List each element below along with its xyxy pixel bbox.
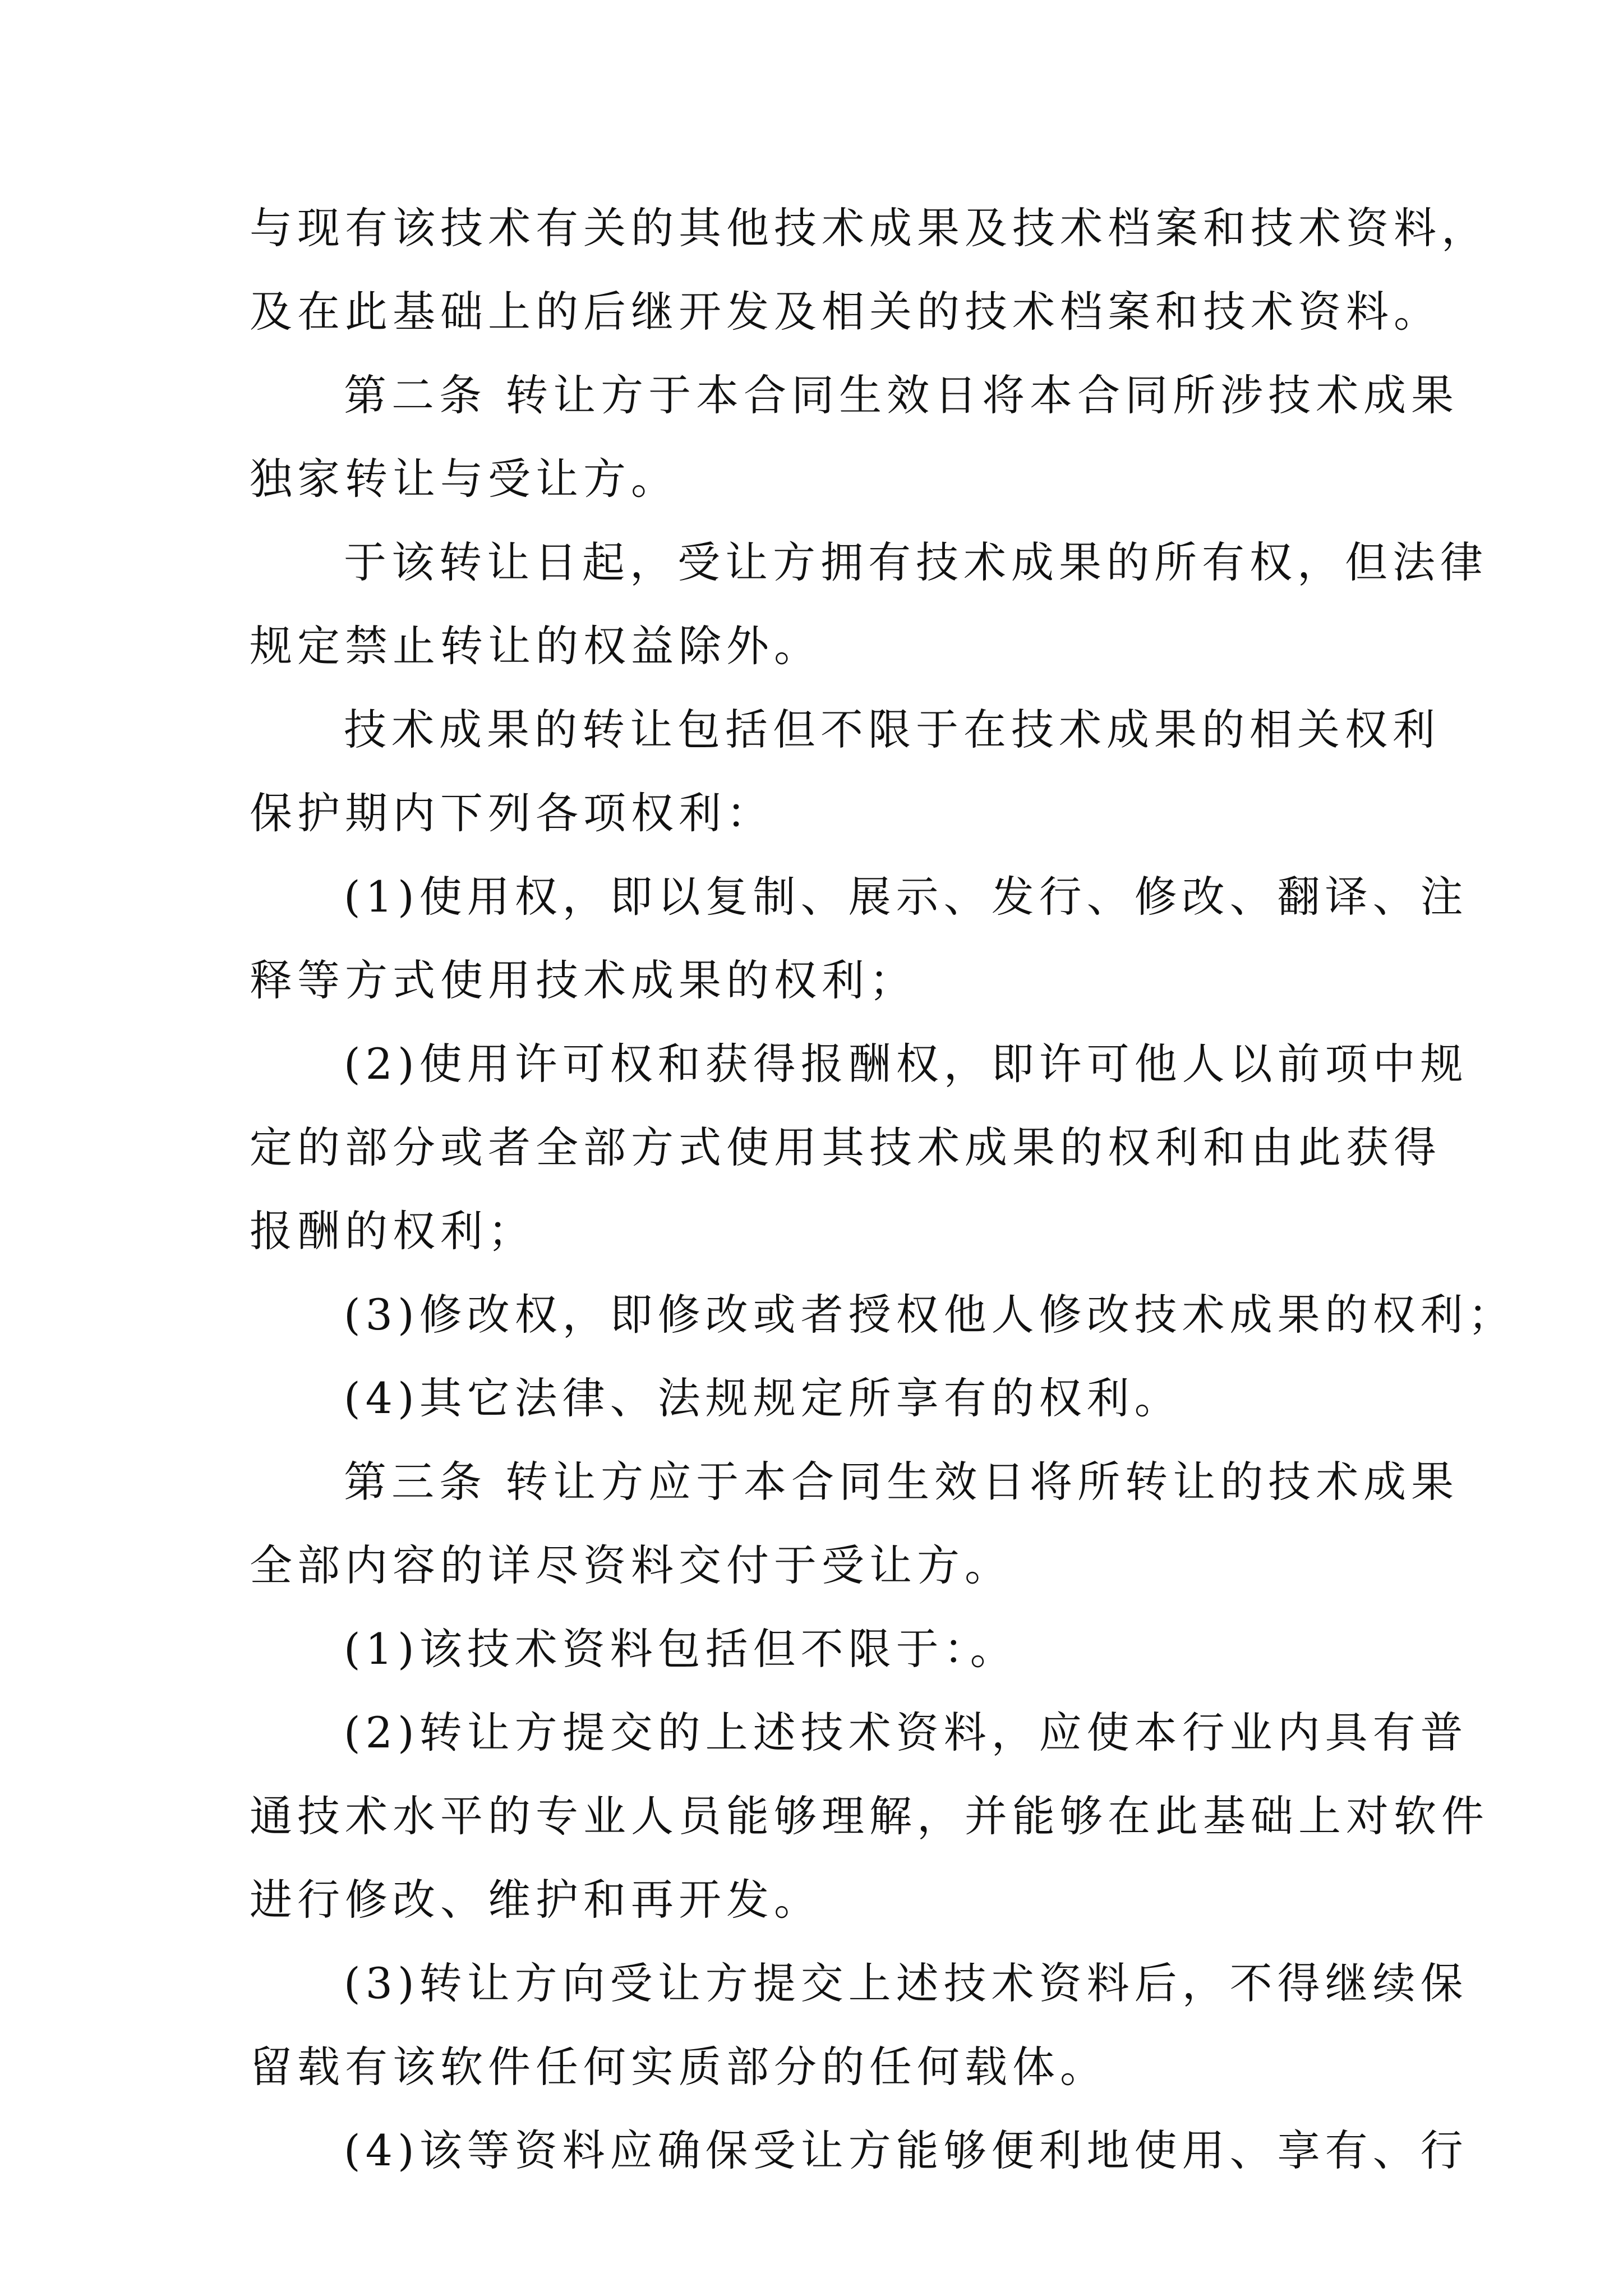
text-line: 留载有该软件任何实质部分的任何载体。 bbox=[250, 2042, 1108, 2092]
text-line: 通技术水平的专业人员能够理解，并能够在此基础上对软件 bbox=[250, 1791, 1489, 1841]
text-line: 进行修改、维护和再开发。 bbox=[250, 1875, 822, 1925]
text-line: 独家转让与受让方。 bbox=[250, 454, 679, 504]
text-line: (1)该技术资料包括但不限于：。 bbox=[344, 1624, 1018, 1674]
text-line: 技术成果的转让包括但不限于在技术成果的相关权利 bbox=[344, 705, 1440, 754]
text-line: (4)该等资料应确保受让方能够便利地使用、享有、行 bbox=[344, 2125, 1468, 2175]
text-line: 与现有该技术有关的其他技术成果及技术档案和技术资料， bbox=[250, 203, 1489, 253]
text-line: 及在此基础上的后继开发及相关的技术档案和技术资料。 bbox=[250, 287, 1441, 337]
text-line: (3)修改权，即修改或者授权他人修改技术成果的权利； bbox=[344, 1290, 1516, 1340]
text-line: 于该转让日起，受让方拥有技术成果的所有权，但法律 bbox=[344, 537, 1488, 587]
text-line: (3)转让方向受让方提交上述技术资料后，不得继续保 bbox=[344, 1958, 1468, 2008]
text-line: 释等方式使用技术成果的权利； bbox=[250, 955, 917, 1005]
text-line: 报酬的权利； bbox=[250, 1206, 536, 1256]
text-line: 第二条 转让方于本合同生效日将本合同所涉技术成果 bbox=[344, 370, 1459, 420]
text-line: (2)使用许可权和获得报酬权，即许可他人以前项中规 bbox=[344, 1039, 1468, 1089]
text-line: 保护期内下列各项权利： bbox=[250, 788, 774, 838]
text-line: 全部内容的详尽资料交付于受让方。 bbox=[250, 1540, 1012, 1590]
text-line: (1)使用权，即以复制、展示、发行、修改、翻译、注 bbox=[344, 872, 1468, 922]
text-line: 规定禁止转让的权益除外。 bbox=[250, 621, 822, 671]
text-line: 定的部分或者全部方式使用其技术成果的权利和由此获得 bbox=[250, 1122, 1441, 1172]
text-line: 第三条 转让方应于本合同生效日将所转让的技术成果 bbox=[344, 1457, 1459, 1507]
text-line: (2)转让方提交的上述技术资料，应使本行业内具有普 bbox=[344, 1708, 1468, 1757]
text-line: (4)其它法律、法规规定所享有的权利。 bbox=[344, 1373, 1182, 1423]
